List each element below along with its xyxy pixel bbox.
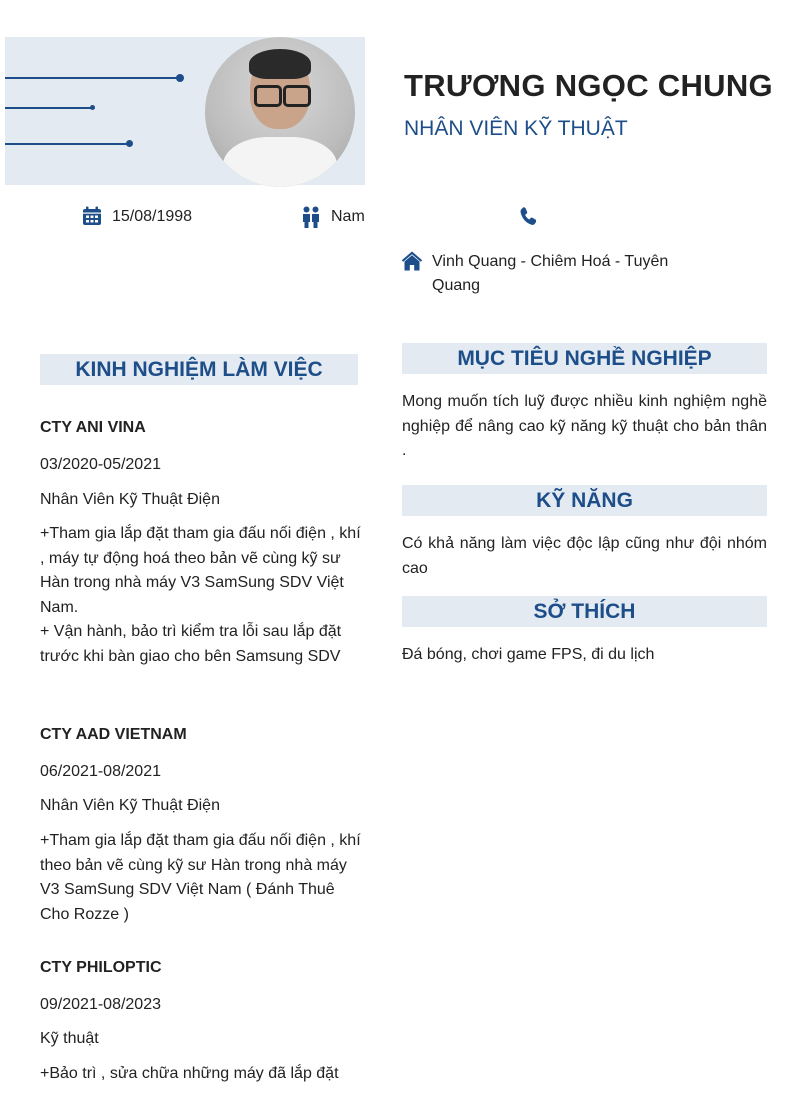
job-period: 06/2021-08/2021 xyxy=(40,763,161,780)
skills-text: Có khả năng làm việc độc lập cũng như đội nhóm cao xyxy=(402,535,767,577)
job-period: 09/2021-08/2023 xyxy=(40,996,161,1013)
objective-heading: MỤC TIÊU NGHỀ NGHIỆP xyxy=(402,343,767,374)
job-company: CTY PHILOPTIC xyxy=(40,959,162,976)
job-company: CTY AAD VIETNAM xyxy=(40,726,187,743)
decorative-dot xyxy=(90,105,95,110)
address-info xyxy=(401,250,701,298)
birthday-value: 15/08/1998 xyxy=(112,208,193,225)
hobbies-heading: SỞ THÍCH xyxy=(402,596,767,627)
gender-value: Nam xyxy=(331,208,365,225)
job-position: Kỹ thuật xyxy=(40,1030,99,1047)
job-description: +Bảo trì , sửa chữa những máy đã lắp đặt xyxy=(40,1065,339,1082)
decorative-line xyxy=(5,143,130,145)
decorative-dot xyxy=(176,74,184,82)
experience-heading: KINH NGHIỆM LÀM VIỆC xyxy=(40,354,358,385)
job-company: CTY ANI VINA xyxy=(40,419,146,436)
job-position: Nhân Viên Kỹ Thuật Điện xyxy=(40,491,220,508)
address-value: Vinh Quang - Chiêm Hoá - Tuyên Quang xyxy=(432,253,669,294)
job-title: NHÂN VIÊN KỸ THUẬT xyxy=(404,117,628,140)
gender-info xyxy=(302,206,365,228)
decorative-line xyxy=(5,107,92,109)
job-period: 03/2020-05/2021 xyxy=(40,456,161,473)
people-icon xyxy=(302,206,320,228)
phone-icon xyxy=(520,207,536,225)
phone-info xyxy=(520,207,546,225)
candidate-name: TRƯƠNG NGỌC CHUNG xyxy=(404,68,773,103)
decorative-dot xyxy=(126,140,133,147)
avatar xyxy=(205,37,355,187)
hobbies-text: Đá bóng, chơi game FPS, đi du lịch xyxy=(402,646,655,663)
birthday-info xyxy=(82,206,192,228)
skills-heading: KỸ NĂNG xyxy=(402,485,767,516)
job-description: +Tham gia lắp đặt tham gia đấu nối điện , khí , máy tự động hoá theo bản vẽ cùng kỹ sư Hàn trong nhà máy V3 SamSung SDV Việt Nam. + Vận hành, bảo trì kiểm tra lỗi sau lắp đặt trước khi bàn giao cho bên Samsung SDV xyxy=(40,525,361,665)
objective-text: Mong muốn tích luỹ được nhiều kinh nghiệm nghề nghiệp để nâng cao kỹ năng kỹ thuật cho bản thân . xyxy=(402,393,767,460)
job-position: Nhân Viên Kỹ Thuật Điện xyxy=(40,797,220,814)
job-description: +Tham gia lắp đặt tham gia đấu nối điện , khí theo bản vẽ cùng kỹ sư Hàn trong nhà máy V3 SamSung SDV Việt Nam ( Đánh Thuê Cho Rozze ) xyxy=(40,832,361,923)
calendar-icon xyxy=(82,206,102,226)
decorative-line xyxy=(5,77,180,79)
home-icon xyxy=(401,251,423,271)
